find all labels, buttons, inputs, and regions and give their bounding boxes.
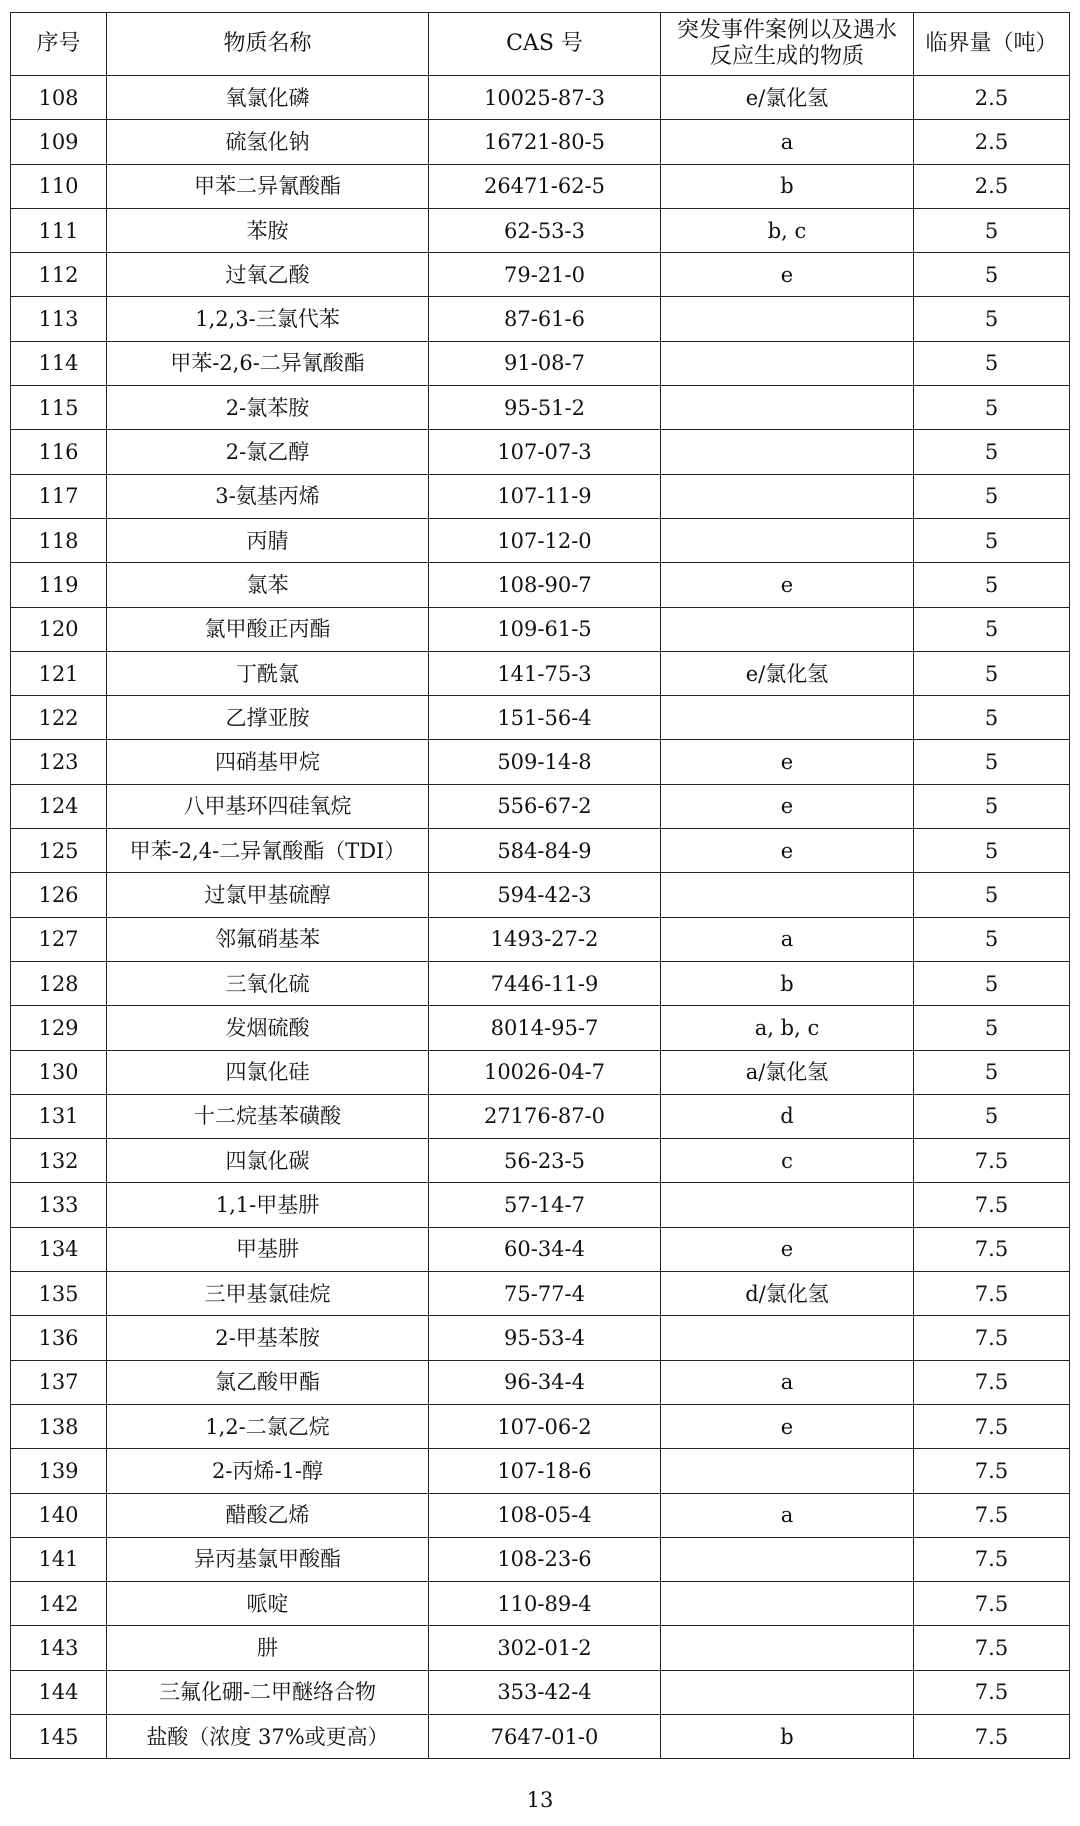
cell-substance-name: 过氯甲基硫醇 xyxy=(107,873,429,917)
cell-case-product: a, b, c xyxy=(661,1006,914,1050)
cell-seq: 122 xyxy=(11,696,107,740)
cell-case-product xyxy=(661,696,914,740)
cell-cas-number: 109-61-5 xyxy=(429,607,661,651)
cell-threshold: 5 xyxy=(914,297,1070,341)
table-row xyxy=(11,1050,1070,1094)
cell-threshold: 7.5 xyxy=(914,1493,1070,1537)
cell-threshold: 5 xyxy=(914,651,1070,695)
cell-threshold: 2.5 xyxy=(914,164,1070,208)
table-row xyxy=(11,76,1070,120)
cell-seq: 143 xyxy=(11,1626,107,1670)
cell-cas-number: 151-56-4 xyxy=(429,696,661,740)
table-row xyxy=(11,961,1070,1005)
cell-substance-name: 3-氨基丙烯 xyxy=(107,474,429,518)
cell-case-product xyxy=(661,1183,914,1227)
cell-substance-name: 异丙基氯甲酸酯 xyxy=(107,1537,429,1581)
table-row xyxy=(11,1670,1070,1714)
cell-seq: 123 xyxy=(11,740,107,784)
cell-cas-number: 107-12-0 xyxy=(429,518,661,562)
cell-substance-name: 2-氯苯胺 xyxy=(107,386,429,430)
cell-threshold: 5 xyxy=(914,829,1070,873)
cell-case-product xyxy=(661,1316,914,1360)
cell-cas-number: 75-77-4 xyxy=(429,1272,661,1316)
cell-cas-number: 10025-87-3 xyxy=(429,76,661,120)
table-row xyxy=(11,1183,1070,1227)
cell-case-product xyxy=(661,873,914,917)
cell-seq: 112 xyxy=(11,253,107,297)
cell-cas-number: 7446-11-9 xyxy=(429,961,661,1005)
table-row xyxy=(11,1537,1070,1581)
cell-threshold: 7.5 xyxy=(914,1537,1070,1581)
table-row xyxy=(11,917,1070,961)
cell-substance-name: 丁酰氯 xyxy=(107,651,429,695)
cell-seq: 131 xyxy=(11,1094,107,1138)
table-row xyxy=(11,341,1070,385)
cell-case-product xyxy=(661,430,914,474)
cell-threshold: 5 xyxy=(914,696,1070,740)
cell-substance-name: 氯甲酸正丙酯 xyxy=(107,607,429,651)
cell-case-product xyxy=(661,1626,914,1670)
cell-case-product: e xyxy=(661,253,914,297)
cell-threshold: 5 xyxy=(914,784,1070,828)
document-page xyxy=(10,12,1069,1759)
cell-seq: 109 xyxy=(11,120,107,164)
cell-seq: 145 xyxy=(11,1714,107,1758)
cell-substance-name: 四硝基甲烷 xyxy=(107,740,429,784)
cell-cas-number: 91-08-7 xyxy=(429,341,661,385)
cell-seq: 138 xyxy=(11,1404,107,1448)
cell-threshold: 7.5 xyxy=(914,1670,1070,1714)
cell-substance-name: 乙撑亚胺 xyxy=(107,696,429,740)
cell-threshold: 7.5 xyxy=(914,1139,1070,1183)
cell-substance-name: 甲基肼 xyxy=(107,1227,429,1271)
cell-substance-name: 十二烷基苯磺酸 xyxy=(107,1094,429,1138)
cell-cas-number: 1493-27-2 xyxy=(429,917,661,961)
cell-case-product xyxy=(661,518,914,562)
cell-substance-name: 2-甲基苯胺 xyxy=(107,1316,429,1360)
table-row xyxy=(11,1582,1070,1626)
cell-cas-number: 57-14-7 xyxy=(429,1183,661,1227)
cell-seq: 144 xyxy=(11,1670,107,1714)
cell-substance-name: 1,1-甲基肼 xyxy=(107,1183,429,1227)
cell-seq: 125 xyxy=(11,829,107,873)
cell-seq: 136 xyxy=(11,1316,107,1360)
cell-case-product xyxy=(661,297,914,341)
cell-threshold: 5 xyxy=(914,341,1070,385)
cell-seq: 121 xyxy=(11,651,107,695)
table-row xyxy=(11,430,1070,474)
cell-case-product: e xyxy=(661,1404,914,1448)
cell-cas-number: 108-23-6 xyxy=(429,1537,661,1581)
cell-substance-name: 三甲基氯硅烷 xyxy=(107,1272,429,1316)
cell-cas-number: 584-84-9 xyxy=(429,829,661,873)
cell-seq: 132 xyxy=(11,1139,107,1183)
table-row xyxy=(11,1626,1070,1670)
table-row xyxy=(11,1360,1070,1404)
cell-seq: 127 xyxy=(11,917,107,961)
cell-seq: 134 xyxy=(11,1227,107,1271)
cell-substance-name: 硫氢化钠 xyxy=(107,120,429,164)
table-row xyxy=(11,253,1070,297)
cell-seq: 115 xyxy=(11,386,107,430)
table-row xyxy=(11,873,1070,917)
cell-cas-number: 108-05-4 xyxy=(429,1493,661,1537)
cell-case-product: e xyxy=(661,563,914,607)
cell-seq: 137 xyxy=(11,1360,107,1404)
table-row xyxy=(11,1404,1070,1448)
table-row xyxy=(11,740,1070,784)
cell-case-product: b xyxy=(661,961,914,1005)
header-name: 物质名称 xyxy=(107,13,429,76)
cell-seq: 108 xyxy=(11,76,107,120)
cell-substance-name: 甲苯-2,6-二异氰酸酯 xyxy=(107,341,429,385)
cell-case-product: e xyxy=(661,784,914,828)
table-row xyxy=(11,1316,1070,1360)
table-row xyxy=(11,1714,1070,1758)
cell-cas-number: 594-42-3 xyxy=(429,873,661,917)
cell-cas-number: 509-14-8 xyxy=(429,740,661,784)
cell-seq: 119 xyxy=(11,563,107,607)
cell-case-product: e xyxy=(661,1227,914,1271)
cell-cas-number: 10026-04-7 xyxy=(429,1050,661,1094)
table-row xyxy=(11,164,1070,208)
cell-cas-number: 353-42-4 xyxy=(429,1670,661,1714)
cell-case-product xyxy=(661,607,914,651)
header-case xyxy=(661,13,914,76)
cell-threshold: 5 xyxy=(914,607,1070,651)
cell-threshold: 5 xyxy=(914,1050,1070,1094)
cell-case-product xyxy=(661,1670,914,1714)
header-cas: CAS 号 xyxy=(429,13,661,76)
cell-substance-name: 三氧化硫 xyxy=(107,961,429,1005)
cell-seq: 140 xyxy=(11,1493,107,1537)
cell-cas-number: 141-75-3 xyxy=(429,651,661,695)
table-row xyxy=(11,1227,1070,1271)
cell-seq: 118 xyxy=(11,518,107,562)
cell-case-product: a/氯化氢 xyxy=(661,1050,914,1094)
cell-substance-name: 丙腈 xyxy=(107,518,429,562)
cell-seq: 124 xyxy=(11,784,107,828)
cell-cas-number: 107-07-3 xyxy=(429,430,661,474)
cell-substance-name: 四氯化硅 xyxy=(107,1050,429,1094)
cell-cas-number: 107-18-6 xyxy=(429,1449,661,1493)
cell-seq: 116 xyxy=(11,430,107,474)
cell-threshold: 5 xyxy=(914,917,1070,961)
cell-threshold: 7.5 xyxy=(914,1714,1070,1758)
cell-case-product: e xyxy=(661,829,914,873)
hazardous-substances-table xyxy=(10,12,1070,1759)
table-row xyxy=(11,297,1070,341)
cell-substance-name: 八甲基环四硅氧烷 xyxy=(107,784,429,828)
cell-threshold: 2.5 xyxy=(914,76,1070,120)
cell-threshold: 5 xyxy=(914,253,1070,297)
cell-substance-name: 过氧乙酸 xyxy=(107,253,429,297)
cell-threshold: 5 xyxy=(914,430,1070,474)
cell-case-product: a xyxy=(661,1493,914,1537)
table-row xyxy=(11,829,1070,873)
cell-threshold: 7.5 xyxy=(914,1316,1070,1360)
table-row xyxy=(11,1094,1070,1138)
table-row xyxy=(11,696,1070,740)
cell-cas-number: 62-53-3 xyxy=(429,208,661,252)
cell-substance-name: 2-氯乙醇 xyxy=(107,430,429,474)
cell-threshold: 5 xyxy=(914,386,1070,430)
table-row xyxy=(11,1449,1070,1493)
cell-threshold: 2.5 xyxy=(914,120,1070,164)
table-row xyxy=(11,518,1070,562)
cell-threshold: 7.5 xyxy=(914,1449,1070,1493)
cell-substance-name: 哌啶 xyxy=(107,1582,429,1626)
cell-substance-name: 盐酸（浓度 37%或更高） xyxy=(107,1714,429,1758)
table-body xyxy=(11,76,1070,1759)
cell-case-product xyxy=(661,474,914,518)
cell-threshold: 7.5 xyxy=(914,1582,1070,1626)
table-row xyxy=(11,1493,1070,1537)
cell-seq: 126 xyxy=(11,873,107,917)
cell-cas-number: 79-21-0 xyxy=(429,253,661,297)
table-row xyxy=(11,1272,1070,1316)
cell-substance-name: 氧氯化磷 xyxy=(107,76,429,120)
cell-substance-name: 氯乙酸甲酯 xyxy=(107,1360,429,1404)
cell-cas-number: 56-23-5 xyxy=(429,1139,661,1183)
cell-threshold: 7.5 xyxy=(914,1227,1070,1271)
cell-threshold: 5 xyxy=(914,518,1070,562)
cell-threshold: 5 xyxy=(914,873,1070,917)
cell-substance-name: 甲苯-2,4-二异氰酸酯（TDI） xyxy=(107,829,429,873)
cell-threshold: 7.5 xyxy=(914,1360,1070,1404)
page-number: 13 xyxy=(526,1788,554,1812)
cell-seq: 114 xyxy=(11,341,107,385)
cell-threshold: 5 xyxy=(914,961,1070,1005)
cell-case-product: e xyxy=(661,740,914,784)
cell-cas-number: 107-06-2 xyxy=(429,1404,661,1448)
cell-cas-number: 110-89-4 xyxy=(429,1582,661,1626)
table-row xyxy=(11,120,1070,164)
cell-threshold: 7.5 xyxy=(914,1272,1070,1316)
cell-threshold: 5 xyxy=(914,1094,1070,1138)
cell-case-product: d xyxy=(661,1094,914,1138)
cell-substance-name: 醋酸乙烯 xyxy=(107,1493,429,1537)
cell-substance-name: 2-丙烯-1-醇 xyxy=(107,1449,429,1493)
cell-substance-name: 1,2-二氯乙烷 xyxy=(107,1404,429,1448)
cell-cas-number: 16721-80-5 xyxy=(429,120,661,164)
cell-seq: 128 xyxy=(11,961,107,1005)
cell-case-product: d/氯化氢 xyxy=(661,1272,914,1316)
cell-case-product: b, c xyxy=(661,208,914,252)
cell-substance-name: 甲苯二异氰酸酯 xyxy=(107,164,429,208)
cell-seq: 135 xyxy=(11,1272,107,1316)
cell-threshold: 5 xyxy=(914,740,1070,784)
cell-threshold: 5 xyxy=(914,563,1070,607)
cell-threshold: 5 xyxy=(914,208,1070,252)
cell-case-product: b xyxy=(661,1714,914,1758)
cell-seq: 133 xyxy=(11,1183,107,1227)
cell-seq: 120 xyxy=(11,607,107,651)
cell-case-product xyxy=(661,386,914,430)
cell-substance-name: 肼 xyxy=(107,1626,429,1670)
cell-case-product xyxy=(661,1537,914,1581)
header-seq: 序号 xyxy=(11,13,107,76)
cell-substance-name: 三氟化硼-二甲醚络合物 xyxy=(107,1670,429,1714)
table-row xyxy=(11,386,1070,430)
cell-cas-number: 96-34-4 xyxy=(429,1360,661,1404)
cell-case-product: a xyxy=(661,120,914,164)
cell-cas-number: 107-11-9 xyxy=(429,474,661,518)
table-header-row xyxy=(11,13,1070,76)
cell-case-product xyxy=(661,1449,914,1493)
table-row xyxy=(11,607,1070,651)
cell-seq: 129 xyxy=(11,1006,107,1050)
cell-case-product: a xyxy=(661,1360,914,1404)
cell-case-product: a xyxy=(661,917,914,961)
table-row xyxy=(11,563,1070,607)
cell-threshold: 7.5 xyxy=(914,1626,1070,1670)
cell-cas-number: 7647-01-0 xyxy=(429,1714,661,1758)
cell-seq: 110 xyxy=(11,164,107,208)
cell-threshold: 5 xyxy=(914,474,1070,518)
cell-cas-number: 26471-62-5 xyxy=(429,164,661,208)
table-row xyxy=(11,1006,1070,1050)
cell-cas-number: 95-53-4 xyxy=(429,1316,661,1360)
cell-seq: 141 xyxy=(11,1537,107,1581)
cell-seq: 117 xyxy=(11,474,107,518)
table-row xyxy=(11,1139,1070,1183)
cell-seq: 142 xyxy=(11,1582,107,1626)
cell-substance-name: 发烟硫酸 xyxy=(107,1006,429,1050)
cell-cas-number: 556-67-2 xyxy=(429,784,661,828)
table-row xyxy=(11,784,1070,828)
cell-cas-number: 60-34-4 xyxy=(429,1227,661,1271)
table-row xyxy=(11,651,1070,695)
cell-threshold: 7.5 xyxy=(914,1404,1070,1448)
cell-case-product: e/氯化氢 xyxy=(661,76,914,120)
cell-cas-number: 8014-95-7 xyxy=(429,1006,661,1050)
table-header xyxy=(11,13,1070,76)
cell-cas-number: 87-61-6 xyxy=(429,297,661,341)
cell-threshold: 7.5 xyxy=(914,1183,1070,1227)
header-case-text: 突发事件案例以及遇水反应生成的物质 xyxy=(676,18,897,69)
cell-seq: 130 xyxy=(11,1050,107,1094)
cell-seq: 113 xyxy=(11,297,107,341)
cell-case-product: c xyxy=(661,1139,914,1183)
cell-case-product: e/氯化氢 xyxy=(661,651,914,695)
cell-case-product xyxy=(661,1582,914,1626)
cell-substance-name: 氯苯 xyxy=(107,563,429,607)
cell-case-product xyxy=(661,341,914,385)
cell-cas-number: 95-51-2 xyxy=(429,386,661,430)
cell-cas-number: 108-90-7 xyxy=(429,563,661,607)
header-threshold: 临界量（吨） xyxy=(914,13,1070,76)
cell-substance-name: 邻氟硝基苯 xyxy=(107,917,429,961)
cell-cas-number: 302-01-2 xyxy=(429,1626,661,1670)
cell-substance-name: 四氯化碳 xyxy=(107,1139,429,1183)
table-row xyxy=(11,474,1070,518)
cell-case-product: b xyxy=(661,164,914,208)
table-row xyxy=(11,208,1070,252)
cell-cas-number: 27176-87-0 xyxy=(429,1094,661,1138)
cell-seq: 111 xyxy=(11,208,107,252)
cell-substance-name: 苯胺 xyxy=(107,208,429,252)
cell-threshold: 5 xyxy=(914,1006,1070,1050)
cell-seq: 139 xyxy=(11,1449,107,1493)
cell-substance-name: 1,2,3-三氯代苯 xyxy=(107,297,429,341)
